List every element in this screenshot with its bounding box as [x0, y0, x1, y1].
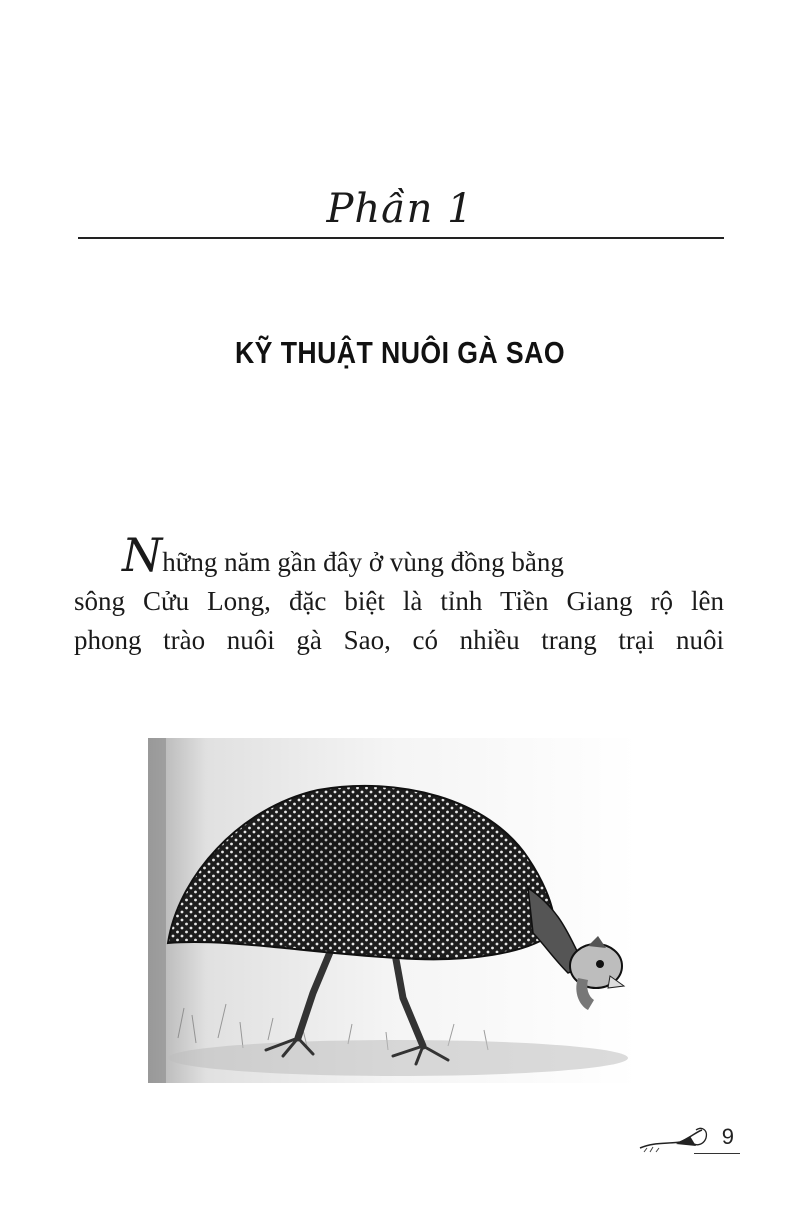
- page-number-underline: [694, 1153, 740, 1154]
- guinea-fowl-illustration: [148, 738, 638, 1083]
- drop-cap: N: [122, 528, 163, 582]
- body-paragraph: [74, 528, 724, 660]
- chapter-title: KỸ THUẬT NUÔI GÀ SAO: [234, 335, 565, 370]
- line1-text: hững năm gần đây ở vùng đồng bằng: [162, 547, 564, 577]
- first-line-start: [74, 528, 564, 582]
- title-rule: [78, 237, 724, 239]
- part-title: Phần 1: [326, 186, 474, 232]
- page-number: 9: [721, 1124, 734, 1149]
- paragraph-line-3: phong trào nuôi gà Sao, có nhiều trang trại nuôi: [74, 625, 724, 655]
- paragraph-line-1: [74, 528, 724, 582]
- page-footer: [636, 1118, 740, 1162]
- paragraph-line-2: sông Cửu Long, đặc biệt là tỉnh Tiền Giang rộ lên: [74, 586, 724, 616]
